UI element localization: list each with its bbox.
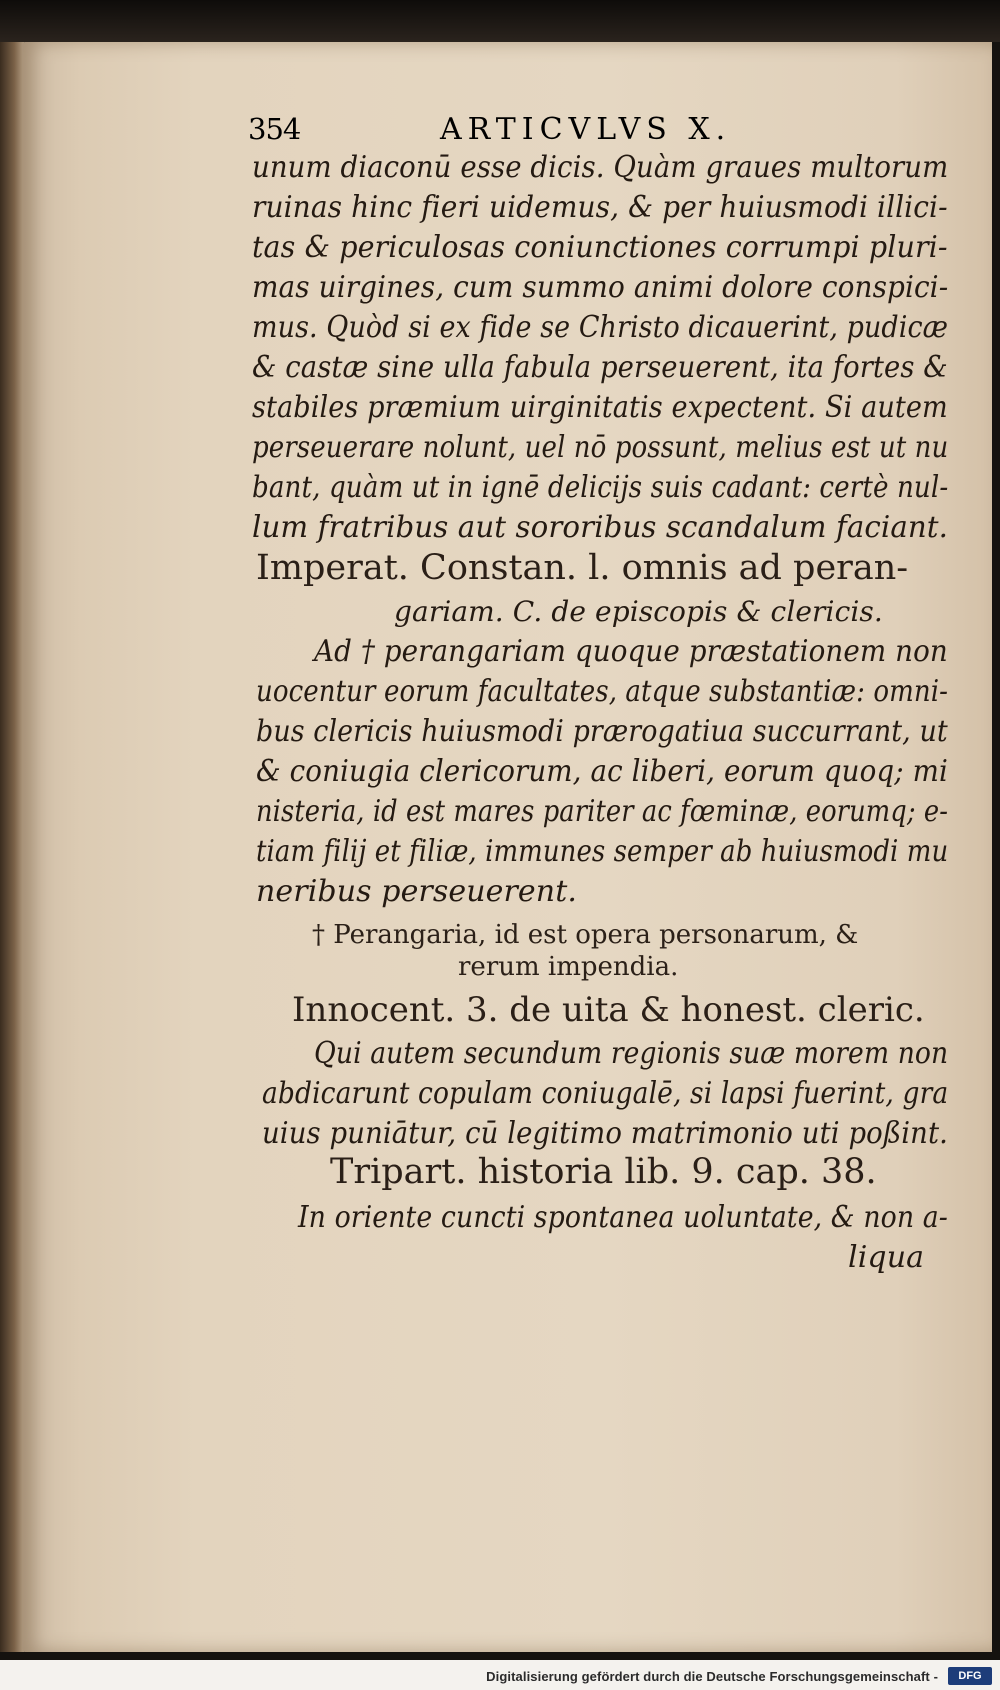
book-spine-edge [0, 42, 24, 1652]
text-line: lum fratribus aut sororibus scandalum faciant. [252, 510, 949, 545]
text-line: ruinas hinc fieri uidemus, & per huiusmodi illici- [252, 190, 948, 225]
section-heading: Imperat. Constan. l. omnis ad peran- [256, 548, 909, 588]
page-header [248, 112, 808, 152]
text-line: tas & periculosas coniunctiones corrumpi pluri- [252, 230, 948, 265]
text-line: tiam filij et filiæ, immunes semper ab huiusmodi mu [256, 834, 949, 869]
section-heading: Innocent. 3. de uita & honest. cleric. [292, 990, 925, 1030]
dfg-logo: DFG [948, 1667, 992, 1685]
catchword: liqua [848, 1240, 925, 1275]
text-line: abdicarunt copulam coniugalē, si lapsi fuerint, gra [262, 1076, 949, 1111]
text-line: perseuerare nolunt, uel nō possunt, melius est ut nu [252, 430, 949, 465]
marginal-note-continuation: rerum impendia. [458, 952, 679, 982]
page-number: 354 [248, 112, 301, 146]
digitization-credit: Digitalisierung gefördert durch die Deutsche Forschungsgemeinschaft - [486, 1669, 938, 1684]
text-line: nisteria, id est mares pariter ac fœminæ, eorumq; e- [256, 794, 949, 829]
text-line: unum diaconū esse dicis. Quàm graues multorum [252, 150, 949, 185]
text-line: uocentur eorum facultates, atque substantiæ: omni- [256, 674, 949, 709]
text-line: stabiles præmium uirginitatis expectent. Si autem [252, 390, 948, 425]
text-line: mas uirgines, cum summo animi dolore conspici- [252, 270, 949, 305]
text-line: & coniugia clericorum, ac liberi, eorum quoq; mi [256, 754, 948, 789]
text-line: Qui autem secundum regionis suæ morem non [314, 1036, 949, 1071]
text-line: bus clericis huiusmodi prærogatiua succurrant, ut [256, 714, 948, 749]
scan-top-shadow [0, 0, 1000, 42]
section-heading-continuation: gariam. C. de episcopis & clericis. [394, 595, 883, 628]
text-line: uius puniātur, cū legitimo matrimonio uti poßint. [262, 1116, 948, 1151]
text-line: mus. Quòd si ex fide se Christo dicauerint, pudicæ [252, 310, 949, 345]
running-head: ARTICVLVS X. [440, 112, 732, 147]
text-line: In oriente cuncti spontanea uoluntate, & non a- [298, 1200, 948, 1235]
text-line: bant, quàm ut in ignē delicijs suis cadant: certè nul- [252, 470, 949, 505]
text-line: Ad † perangariam quoque præstationem non [314, 634, 948, 669]
marginal-note: † Perangaria, id est opera personarum, & [312, 920, 859, 950]
text-line: & castæ sine ulla fabula perseuerent, ita fortes & [252, 350, 948, 385]
text-line: neribus perseuerent. [256, 874, 577, 909]
section-heading: Tripart. historia lib. 9. cap. 38. [330, 1152, 877, 1192]
